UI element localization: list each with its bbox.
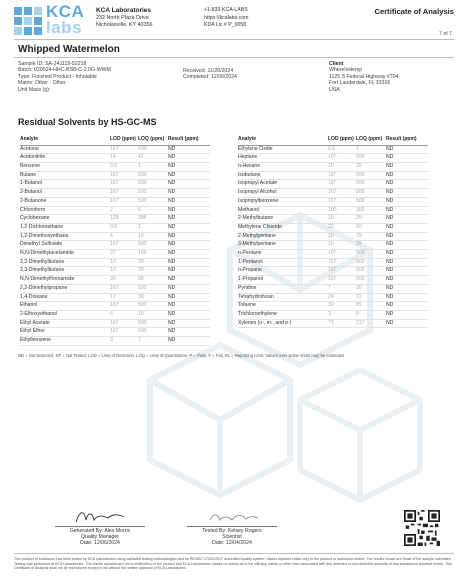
lod-value: 37 <box>110 250 138 259</box>
analyte-name: 2,2-Dimethylbutane <box>20 258 110 267</box>
analyte-name: Isopropyl Alcohol <box>238 189 328 198</box>
result-value: ND <box>168 328 210 337</box>
logo-text-kca: KCA <box>46 2 85 21</box>
table-row <box>238 223 428 232</box>
loq-value: 29 <box>138 258 168 267</box>
table-row <box>238 232 428 241</box>
result-value: ND <box>168 189 210 198</box>
lod-value: 167 <box>328 154 356 163</box>
analyte-name: Trichloroethylene <box>238 310 328 319</box>
loq-value: 500 <box>138 241 168 250</box>
result-value: ND <box>168 241 210 250</box>
table-row <box>20 276 210 285</box>
table-row <box>238 276 428 285</box>
signer-name: Generated By: Alex Morris <box>69 527 131 534</box>
lod-value: 10 <box>328 241 356 250</box>
lod-value: 167 <box>110 328 138 337</box>
analyte-name: Toluene <box>238 302 328 311</box>
table-row <box>20 215 210 224</box>
loq-value: 60 <box>356 223 386 232</box>
unit-mass: Unit Mass (g): <box>18 86 51 93</box>
loq-value: 217 <box>356 319 386 328</box>
loq-value: 500 <box>356 180 386 189</box>
table-row <box>20 310 210 319</box>
completed-date: Completed: 12/06/2024 <box>183 74 237 81</box>
loq-value: 500 <box>356 250 386 259</box>
analyte-name: n-Propane <box>238 267 328 276</box>
client-line: USA <box>329 86 340 93</box>
phone: +1-833-KCA-LABS <box>204 7 248 13</box>
col-lod: LOD (ppm) <box>328 137 356 145</box>
result-value: ND <box>168 250 210 259</box>
col-analyte: Analyte <box>238 137 328 145</box>
analyte-name: Isopropyl Acetate <box>238 180 328 189</box>
lod-value: 3 <box>328 310 356 319</box>
received-date: Received: 11/20/2024 <box>183 68 234 74</box>
analyte-name: Butane <box>20 171 110 180</box>
analyte-name: n-Pentane <box>238 250 328 259</box>
table-row <box>20 145 210 154</box>
analyte-name: 2-Methylpentane <box>238 232 328 241</box>
table-row <box>238 258 428 267</box>
result-value: ND <box>168 284 210 293</box>
table-row <box>20 337 210 346</box>
lab-address <box>96 7 153 30</box>
results-table-right <box>238 137 428 328</box>
loq-value: 388 <box>138 215 168 224</box>
analyte-name: Ethyl Acetate <box>20 319 110 328</box>
table-row <box>238 319 428 328</box>
result-value: ND <box>168 215 210 224</box>
dates-info <box>183 68 237 81</box>
result-value: ND <box>386 163 428 172</box>
result-value: ND <box>386 276 428 285</box>
lod-value: 167 <box>110 302 138 311</box>
lod-value: 167 <box>110 180 138 189</box>
lod-value: 167 <box>328 267 356 276</box>
analyte-name: 2-Butanol <box>20 189 110 198</box>
footer-divider <box>14 553 454 554</box>
table-row <box>20 328 210 337</box>
client-line: 1125 S Federal Highway #704 <box>329 73 399 80</box>
lod-value: 0.5 <box>110 163 138 172</box>
logo-grid-icon <box>14 7 42 35</box>
sample-info <box>18 61 111 93</box>
signed-date: Date: 12/06/2024 <box>80 540 120 547</box>
table-row <box>238 302 428 311</box>
signature-line <box>55 526 145 527</box>
result-value: ND <box>386 267 428 276</box>
loq-value: 500 <box>138 171 168 180</box>
lod-value: 167 <box>328 250 356 259</box>
client-line: WhereIsHemp <box>329 67 363 74</box>
loq-value: 500 <box>138 284 168 293</box>
result-value: ND <box>168 258 210 267</box>
analyte-name: 2,2-Dimethylpropane <box>20 284 110 293</box>
analyte-name: N,N-Dimethylacetamide <box>20 250 110 259</box>
table-row <box>238 215 428 224</box>
lod-value: 167 <box>110 189 138 198</box>
analyte-name: 2,3-Dimethylbutane <box>20 267 110 276</box>
analyte-name: Isopropylbenzene <box>238 197 328 206</box>
result-value: ND <box>168 293 210 302</box>
license-number: KDA Lic # P_0058 <box>204 22 247 28</box>
result-value: ND <box>386 302 428 311</box>
matrix: Matrix: Other - Other <box>18 80 66 87</box>
table-row <box>238 189 428 198</box>
analyte-name: Heptane <box>238 154 328 163</box>
result-value: ND <box>386 145 428 154</box>
signer-title: Quality Manager <box>80 533 120 540</box>
result-value: ND <box>386 180 428 189</box>
analyte-name: Ethylene Oxide <box>238 145 328 154</box>
table-row <box>20 241 210 250</box>
loq-value: 500 <box>138 328 168 337</box>
lod-value: 167 <box>110 319 138 328</box>
table-row <box>238 250 428 259</box>
lod-value: 10 <box>328 215 356 224</box>
loq-value: 500 <box>138 189 168 198</box>
sample-id: Sample ID: SA-241119-52218 <box>18 61 87 67</box>
analyte-name: 1,2-Dichloroethane <box>20 223 110 232</box>
lod-value: 10 <box>110 258 138 267</box>
lod-value: 100 <box>328 206 356 215</box>
result-value: ND <box>386 258 428 267</box>
abbreviation-legend: ND = Not Detected, NT = Not Tested, LOD = Limit of Detection, LOQ = Limit of Quantitation, P = Pass, F = Fail, RL = Reporting Limit, Values over action limits may be estimates <box>18 353 345 358</box>
loq-value: 20 <box>356 284 386 293</box>
signed-date: Date: 12/04/2024 <box>212 540 252 547</box>
analyte-name: 1,4-Dioxane <box>20 293 110 302</box>
signer-name: Tested By: Kelsey Rogers <box>202 527 262 534</box>
table-row <box>20 223 210 232</box>
table-row <box>20 258 210 267</box>
loq-value: 500 <box>138 302 168 311</box>
analyte-name: 1-Pentanol <box>238 258 328 267</box>
table-row <box>238 310 428 319</box>
lod-value: 30 <box>110 276 138 285</box>
lod-value: 167 <box>328 258 356 267</box>
loq-value: 109 <box>138 250 168 259</box>
client-info <box>329 61 398 93</box>
lod-value: 167 <box>110 241 138 250</box>
table-row <box>20 284 210 293</box>
lod-value: 73 <box>328 319 356 328</box>
loq-value: 500 <box>356 171 386 180</box>
address-line: 232 North Plaza Drive <box>96 14 149 21</box>
disclaimer: This product or substance has been tested by KCA Laboratories using validated testing methodologies and an ISO/IEC 17025:2017 accredited quality system. Values reported relate only to the product or substance tested. The results shown are those of the sample submitted. Testing was performed at KCA Laboratories. The results reported are not a certification of the product and KCA Laboratories makes no claims as to the efficacy, safety or other risks associated with any detected or non-detected amounts of any substances reported herein. This Certificate of Analysis shall not be reproduced except in full without the written approval of KCA Laboratories. <box>14 557 452 571</box>
analyte-name: N,N-Dimethylformamide <box>20 276 110 285</box>
loq-value: 1 <box>138 163 168 172</box>
loq-value: 500 <box>356 276 386 285</box>
analyte-name: Benzene <box>20 163 110 172</box>
loq-value: 500 <box>138 319 168 328</box>
result-value: ND <box>168 145 210 154</box>
client-heading: Client <box>329 61 344 67</box>
loq-value: 300 <box>356 206 386 215</box>
table-row <box>238 284 428 293</box>
table-row <box>20 232 210 241</box>
loq-value: 500 <box>138 145 168 154</box>
analyte-name: 1,2-Dimethoxyethane <box>20 232 110 241</box>
analyte-name: 1-Propanol <box>238 276 328 285</box>
signature-image <box>202 508 262 526</box>
loq-value: 29 <box>138 267 168 276</box>
lod-value: 167 <box>328 171 356 180</box>
lod-value: 10 <box>328 232 356 241</box>
loq-value: 500 <box>356 267 386 276</box>
result-value: ND <box>168 310 210 319</box>
signature-line <box>187 526 277 527</box>
analyte-name: Dimethyl Sulfoxide <box>20 241 110 250</box>
lod-value: 0.5 <box>328 145 356 154</box>
table-row <box>238 154 428 163</box>
result-value: ND <box>168 154 210 163</box>
analyte-name: Ethylbenzene <box>20 337 110 346</box>
address-line: Nicholasville, KY 40356 <box>96 22 153 28</box>
lod-value: 10 <box>328 163 356 172</box>
loq-value: 38 <box>138 293 168 302</box>
loq-value: 500 <box>356 189 386 198</box>
lod-value: 0.5 <box>110 223 138 232</box>
result-value: ND <box>386 197 428 206</box>
lod-value: 20 <box>328 223 356 232</box>
loq-value: 500 <box>138 180 168 189</box>
loq-value: 29 <box>356 241 386 250</box>
signature-image <box>70 508 130 526</box>
loq-value: 89 <box>356 302 386 311</box>
result-value: ND <box>386 215 428 224</box>
table-row <box>20 189 210 198</box>
client-line: Fort Lauderdale, FL 33316 <box>329 80 391 87</box>
loq-value: 29 <box>356 215 386 224</box>
analyte-name: 3-Methylpentane <box>238 241 328 250</box>
analyte-name: Chloroform <box>20 206 110 215</box>
lod-value: 14 <box>110 154 138 163</box>
document-title: Certificate of Analysis <box>374 7 454 16</box>
result-value: ND <box>386 250 428 259</box>
table-row <box>238 180 428 189</box>
signature-tested-by <box>172 508 292 546</box>
result-value: ND <box>168 276 210 285</box>
table-row <box>238 171 428 180</box>
loq-value: 1 <box>138 223 168 232</box>
loq-value: 1 <box>356 145 386 154</box>
table-row <box>20 293 210 302</box>
analyte-name: Ethanol <box>20 302 110 311</box>
lod-value: 167 <box>110 284 138 293</box>
qr-code-icon[interactable] <box>404 510 440 546</box>
lod-value: 167 <box>110 171 138 180</box>
result-value: ND <box>168 267 210 276</box>
lab-contact <box>204 7 248 30</box>
result-value: ND <box>168 319 210 328</box>
lod-value: 3 <box>110 337 138 346</box>
signer-title: Scientist <box>222 533 242 540</box>
result-value: ND <box>168 337 210 346</box>
product-name: Whipped Watermelon <box>18 44 120 55</box>
analyte-name: Ethyl Ether <box>20 328 110 337</box>
loq-value: 88 <box>138 276 168 285</box>
analyte-name: 2-Methylbutane <box>238 215 328 224</box>
result-value: ND <box>168 163 210 172</box>
analyte-name: Tetrahydrofuran <box>238 293 328 302</box>
analyte-name: Xylenes (o-, m-, and p-) <box>238 319 328 328</box>
result-value: ND <box>168 197 210 206</box>
analyte-name: 2-Ethoxyethanol <box>20 310 110 319</box>
analyte-name: Cyclohexane <box>20 215 110 224</box>
lod-value: 13 <box>110 293 138 302</box>
col-loq: LOQ (ppm) <box>356 137 386 145</box>
result-value: ND <box>386 154 428 163</box>
table-row <box>20 206 210 215</box>
signature-generated-by <box>40 508 160 546</box>
table-row <box>20 154 210 163</box>
table-row <box>238 163 428 172</box>
lod-value: 6 <box>110 310 138 319</box>
col-result: Result (ppm) <box>168 137 210 145</box>
lod-value: 167 <box>328 197 356 206</box>
loq-value: 8 <box>356 310 386 319</box>
loq-value: 500 <box>356 197 386 206</box>
lod-value: 167 <box>110 197 138 206</box>
loq-value: 7 <box>138 337 168 346</box>
loq-value: 72 <box>356 293 386 302</box>
lod-value: 167 <box>328 276 356 285</box>
result-value: ND <box>386 206 428 215</box>
table-row <box>20 319 210 328</box>
col-result: Result (ppm) <box>386 137 428 145</box>
section-title: Residual Solvents by HS-GC-MS <box>18 117 157 127</box>
page-number: 7 of 7 <box>439 31 452 37</box>
result-value: ND <box>386 319 428 328</box>
analyte-name: Isobutane <box>238 171 328 180</box>
loq-value: 500 <box>356 154 386 163</box>
results-table-left <box>20 137 210 346</box>
table-row <box>238 197 428 206</box>
table-row <box>238 145 428 154</box>
website-link[interactable]: https://kcalabs.com <box>204 14 249 21</box>
result-value: ND <box>168 232 210 241</box>
loq-value: 16 <box>138 310 168 319</box>
batch: Batch: 020524-HHC-BSB-C-2.0G-WWM <box>18 67 111 74</box>
loq-value: 10 <box>138 232 168 241</box>
col-loq: LOQ (ppm) <box>138 137 168 145</box>
result-value: ND <box>168 206 210 215</box>
analyte-name: n-Hexane <box>238 163 328 172</box>
result-value: ND <box>386 241 428 250</box>
lod-value: 7 <box>328 284 356 293</box>
company-name: KCA Laboratories <box>96 7 152 14</box>
analyte-name: Methylene Chloride <box>238 223 328 232</box>
result-value: ND <box>386 223 428 232</box>
result-value: ND <box>386 310 428 319</box>
result-value: ND <box>386 232 428 241</box>
result-value: ND <box>386 293 428 302</box>
result-value: ND <box>168 302 210 311</box>
result-value: ND <box>386 171 428 180</box>
lod-value: 4 <box>110 232 138 241</box>
lod-value: 167 <box>328 180 356 189</box>
loq-value: 29 <box>356 163 386 172</box>
result-value: ND <box>386 189 428 198</box>
sample-type: Type: Finished Product - Inhalable <box>18 73 97 80</box>
table-row <box>20 267 210 276</box>
result-value: ND <box>168 171 210 180</box>
lod-value: 2 <box>110 206 138 215</box>
table-row <box>238 267 428 276</box>
loq-value: 6 <box>138 206 168 215</box>
col-lod: LOD (ppm) <box>110 137 138 145</box>
result-value: ND <box>168 223 210 232</box>
lod-value: 10 <box>110 267 138 276</box>
result-value: ND <box>386 284 428 293</box>
table-row <box>238 293 428 302</box>
table-row <box>20 180 210 189</box>
result-value: ND <box>168 180 210 189</box>
table-row <box>238 206 428 215</box>
lod-value: 167 <box>110 145 138 154</box>
lod-value: 24 <box>328 293 356 302</box>
analyte-name: Methanol <box>238 206 328 215</box>
analyte-name: 1-Butanol <box>20 180 110 189</box>
table-row <box>20 163 210 172</box>
letterhead <box>14 4 454 38</box>
logo-text-labs: labs <box>46 18 83 37</box>
table-row <box>238 241 428 250</box>
col-analyte: Analyte <box>20 137 110 145</box>
lod-value: 129 <box>110 215 138 224</box>
loq-value: 41 <box>138 154 168 163</box>
table-row <box>20 250 210 259</box>
analyte-name: Acetone <box>20 145 110 154</box>
analyte-name: Acetonitrile <box>20 154 110 163</box>
header-divider <box>14 39 454 40</box>
lod-value: 30 <box>328 302 356 311</box>
table-row <box>20 302 210 311</box>
loq-value: 29 <box>356 232 386 241</box>
loq-value: 500 <box>138 197 168 206</box>
table-row <box>20 171 210 180</box>
loq-value: 500 <box>356 258 386 267</box>
product-divider <box>14 57 454 58</box>
analyte-name: Pyridine <box>238 284 328 293</box>
table-row <box>20 197 210 206</box>
analyte-name: 2-Butanone <box>20 197 110 206</box>
lod-value: 167 <box>328 189 356 198</box>
